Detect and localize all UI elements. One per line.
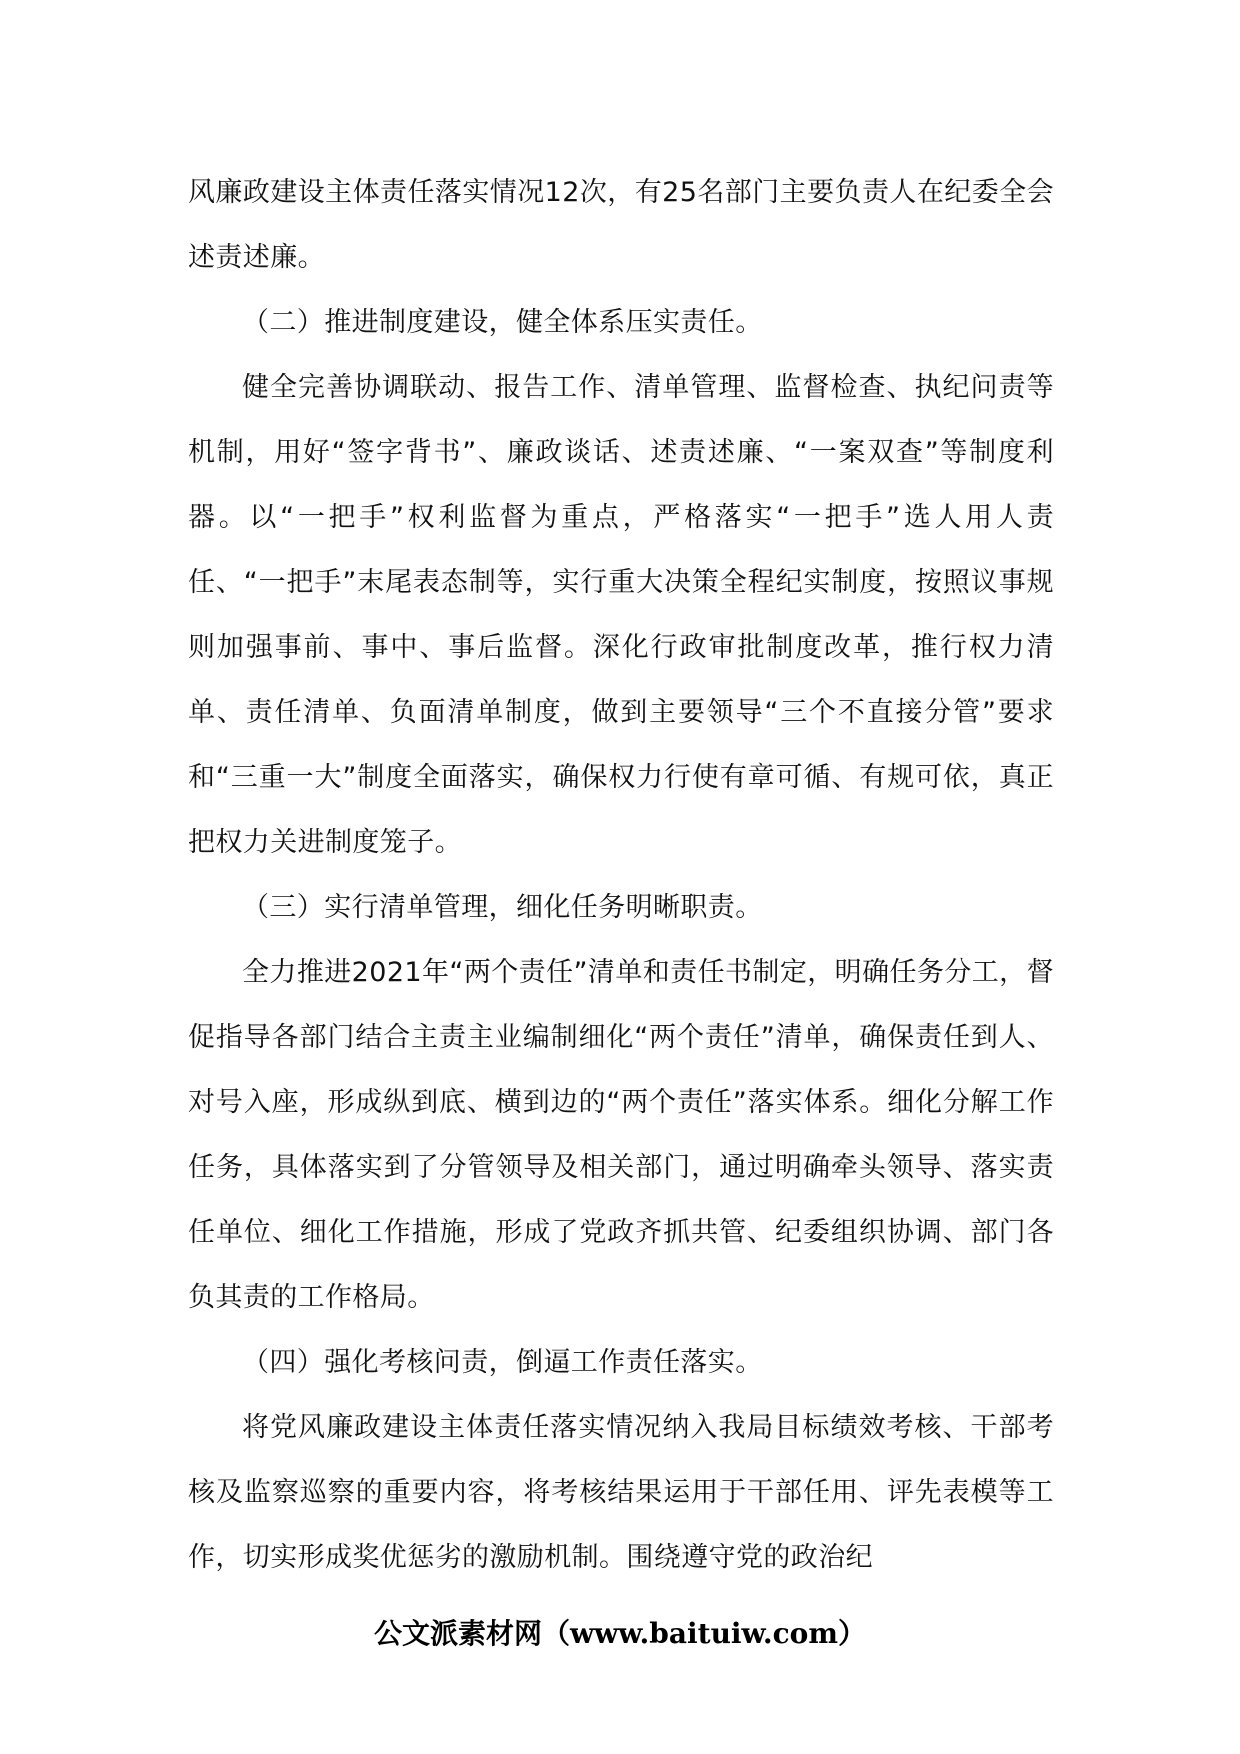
section-heading-2: （二）推进制度建设，健全体系压实责任。	[242, 307, 763, 338]
paragraph-system-building: 健全完善协调联动、报告工作、清单管理、监督检查、执纪问责等机制，用好“签字背书”、廉政谈话、述责述廉、“一案双查”等制度利器。以“一把手”权利监督为重点，严格落实“一把手”选人用人责任、“一把手”末尾表态制等，实行重大决策全程纪实制度，按照议事规则加强事前、事中、事后监督。深化行政审批制度改革，推行权力清单、责任清单、负面清单制度，做到主要领导“三个不直接分管”要求和“三重一大”制度全面落实，确保权力行使有章可循、有规可依，真正把权力关进制度笼子。	[188, 372, 1054, 858]
section-heading-3: （三）实行清单管理，细化任务明晰职责。	[242, 892, 763, 923]
section-heading-4: （四）强化考核问责，倒逼工作责任落实。	[242, 1347, 763, 1378]
paragraph-assessment: 将党风廉政建设主体责任落实情况纳入我局目标绩效考核、干部考核及监察巡察的重要内容，将考核结果运用于干部任用、评先表模等工作，切实形成奖优惩劣的激励机制。围绕遵守党的政治纪	[188, 1412, 1054, 1573]
paragraph-list-management: 全力推进2021年“两个责任”清单和责任书制定，明确任务分工，督促指导各部门结合主责主业编制细化“两个责任”清单，确保责任到人、对号入座，形成纵到底、横到边的“两个责任”落实体系。细化分解工作任务，具体落实到了分管领导及相关部门，通过明确牵头领导、落实责任单位、细化工作措施，形成了党政齐抓共管、纪委组织协调、部门各负其责的工作格局。	[188, 957, 1054, 1313]
document-body	[188, 160, 1054, 1590]
footer-watermark: 公文派素材网（www.baituiw.com）	[374, 1617, 866, 1650]
paragraph-continuation: 风廉政建设主体责任落实情况12次，有25名部门主要负责人在纪委全会述责述廉。	[188, 177, 1054, 273]
